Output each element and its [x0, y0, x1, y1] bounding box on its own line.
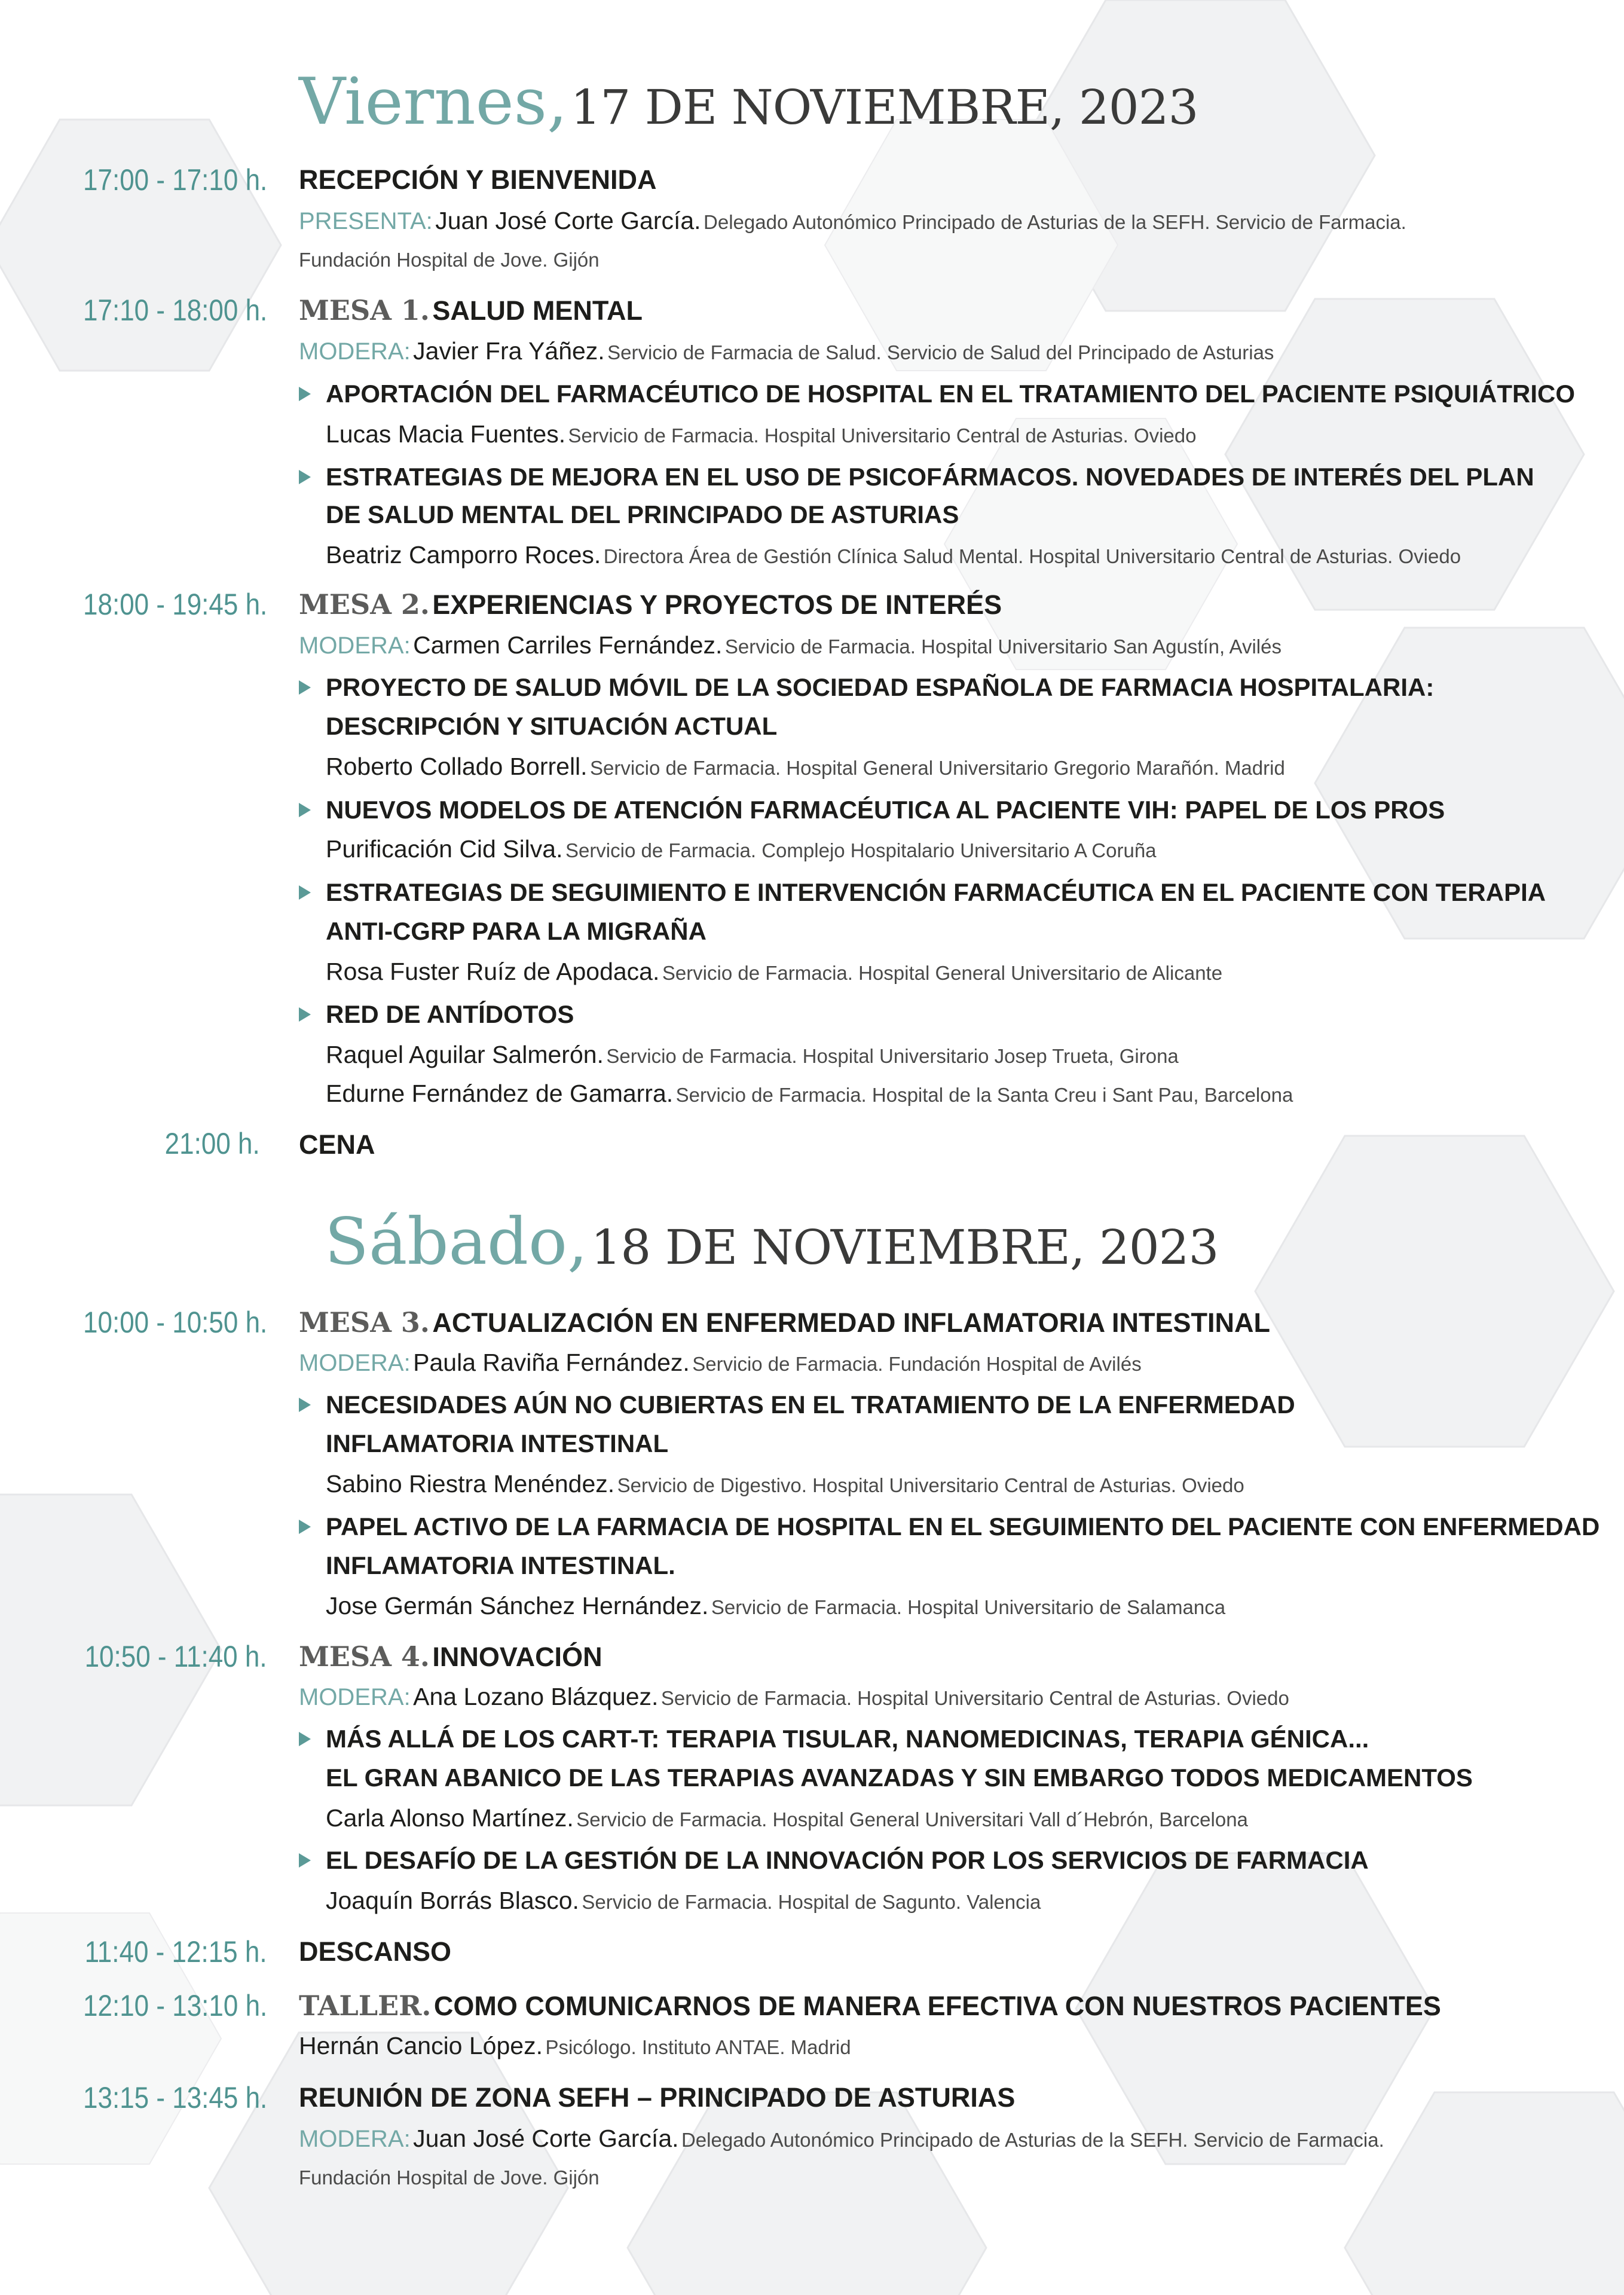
speaker-affiliation: Servicio de Farmacia. Fundación Hospital de Avilés: [692, 1353, 1142, 1375]
mesa-label: MESA 4.: [299, 1640, 430, 1673]
speaker-line: [326, 1075, 1546, 1118]
speaker-affiliation: Servicio de Farmacia. Hospital General Universitario Gregorio Marañón. Madrid: [590, 757, 1285, 779]
session-title: SALUD MENTAL: [432, 295, 643, 326]
talk-title: NUEVOS MODELOS DE ATENCIÓN FARMACÉUTICA AL PACIENTE VIH: PAPEL DE LOS PROS: [326, 796, 1445, 824]
day-date: 17 DE NOVIEMBRE, 2023: [570, 80, 1198, 135]
mesa-label: MESA 2.: [299, 588, 430, 621]
session-time: 10:50 - 11:40 h.: [85, 1640, 267, 1673]
session-title-line: [299, 1638, 1546, 1682]
talk-title: ESTRATEGIAS DE MEJORA EN EL USO DE PSICOFÁRMACOS. NOVEDADES DE INTERÉS DEL PLAN: [326, 463, 1534, 491]
speaker-name: Purificación Cid Silva.: [326, 835, 563, 863]
session-time: 17:00 - 17:10 h.: [82, 163, 267, 197]
talk-title-line: [326, 375, 1575, 418]
triangle-bullet-icon: [299, 885, 311, 900]
session-time: 13:15 - 13:45 h.: [82, 2081, 267, 2114]
taller-label: TALLER.: [299, 1990, 432, 2022]
speaker-name: Javier Fra Yáñez.: [413, 337, 605, 365]
session-title-line: [299, 161, 1546, 205]
speaker-name: Sabino Riestra Menéndez.: [326, 1470, 615, 1498]
talk-title: PROYECTO DE SALUD MÓVIL DE LA SOCIEDAD ESPAÑOLA DE FARMACIA HOSPITALARIA:: [326, 673, 1435, 701]
speaker-affiliation: Servicio de Farmacia. Hospital Universitario San Agustín, Avilés: [724, 635, 1282, 658]
speaker-line: [326, 1036, 1546, 1079]
session-title-line: [299, 1304, 1546, 1348]
talk-title-line: [326, 459, 1546, 502]
speaker-affiliation: Psicólogo. Instituto ANTAE. Madrid: [545, 2036, 851, 2058]
speaker-name: Beatriz Camporro Roces.: [326, 541, 601, 569]
speaker-affiliation: Delegado Autonómico Principado de Asturias de la SEFH. Servicio de Farmacia.: [704, 211, 1406, 233]
triangle-bullet-icon: [299, 387, 311, 401]
triangle-bullet-icon: [299, 1007, 311, 1022]
speaker-line: [326, 830, 1546, 873]
talk-title: DE SALUD MENTAL DEL PRINCIPADO DE ASTURIAS: [326, 500, 959, 528]
affiliation-line: [299, 2159, 1546, 2201]
talk-title: NECESIDADES AÚN NO CUBIERTAS EN EL TRATAMIENTO DE LA ENFERMEDAD: [326, 1391, 1295, 1419]
speaker-affiliation: Servicio de Farmacia. Hospital Universitario de Salamanca: [711, 1596, 1226, 1618]
session-time: 11:40 - 12:15 h.: [85, 1935, 267, 1969]
speaker-affiliation: Servicio de Digestivo. Hospital Universitario Central de Asturias. Oviedo: [617, 1474, 1244, 1496]
speaker-affiliation: Servicio de Farmacia de Salud. Servicio de Salud del Principado de Asturias: [607, 341, 1274, 363]
speaker-affiliation: Servicio de Farmacia. Hospital de Sagunto. Valencia: [582, 1891, 1041, 1913]
day-heading-friday: [299, 65, 1198, 139]
speaker-line: [326, 1882, 1546, 1925]
speaker-affiliation: Servicio de Farmacia. Hospital Universitario Central de Asturias. Oviedo: [568, 424, 1197, 447]
day-date: 18 DE NOVIEMBRE, 2023: [591, 1220, 1219, 1275]
speaker-name: Joaquín Borrás Blasco.: [326, 1887, 579, 1914]
speaker-affiliation: Delegado Autonómico Principado de Asturias de la SEFH. Servicio de Farmacia.: [681, 2129, 1384, 2151]
talk-title-line: [326, 1508, 1600, 1551]
triangle-bullet-icon: [299, 1853, 311, 1868]
talk-title-line: [326, 913, 1546, 956]
speaker-name: Edurne Fernández de Gamarra.: [326, 1080, 674, 1107]
session-title: EXPERIENCIAS Y PROYECTOS DE INTERÉS: [432, 589, 1002, 620]
talk-title-line: [326, 1386, 1546, 1429]
speaker-name: Rosa Fuster Ruíz de Apodaca.: [326, 958, 660, 985]
day-name: Sábado,: [325, 1205, 588, 1279]
day-name: Viernes,: [299, 65, 568, 139]
speaker-name: Roberto Collado Borrell.: [326, 753, 588, 780]
session-title: INNOVACIÓN: [432, 1642, 602, 1672]
session-title: CENA: [299, 1129, 375, 1160]
speaker-line: [326, 953, 1546, 996]
speaker-name: Ana Lozano Blázquez.: [413, 1683, 659, 1710]
speaker-affiliation: Servicio de Farmacia. Hospital General Universitari Vall d´Hebrón, Barcelona: [576, 1808, 1248, 1831]
session-title-line: [299, 2079, 1546, 2123]
speaker-name: Lucas Macia Fuentes.: [326, 420, 566, 448]
moderator-line: [299, 2120, 1546, 2163]
moderator-line: [299, 627, 1546, 670]
mesa-label: MESA 1.: [299, 294, 430, 326]
talk-title-line: [326, 792, 1546, 835]
triangle-bullet-icon: [299, 470, 311, 484]
talk-title: ESTRATEGIAS DE SEGUIMIENTO E INTERVENCIÓN FARMACÉUTICA EN EL PACIENTE CON TERAPIA: [326, 878, 1546, 906]
session-title-line: [299, 1933, 1546, 1977]
session-title: DESCANSO: [299, 1936, 452, 1967]
talk-title-line: [326, 708, 1546, 751]
talk-title: ANTI-CGRP PARA LA MIGRAÑA: [326, 917, 707, 945]
speaker-affiliation: Directora Área de Gestión Clínica Salud Mental. Hospital Universitario Central de Asturias. Oviedo: [603, 545, 1461, 567]
moderator-line: [299, 1678, 1546, 1721]
session-time: 12:10 - 13:10 h.: [82, 1989, 267, 2022]
speaker-line: [326, 536, 1546, 579]
talk-title-line: [326, 1425, 1546, 1468]
triangle-bullet-icon: [299, 1398, 311, 1412]
triangle-bullet-icon: [299, 1732, 311, 1746]
speaker-line: [326, 415, 1546, 459]
talk-title: APORTACIÓN DEL FARMACÉUTICO DE HOSPITAL EN EL TRATAMIENTO DEL PACIENTE PSIQUIÁTRICO: [326, 380, 1575, 408]
session-title: COMO COMUNICARNOS DE MANERA EFECTIVA CON NUESTROS PACIENTES: [433, 1991, 1441, 2021]
modera-label: MODERA:: [299, 2126, 411, 2152]
speaker-name: Carla Alonso Martínez.: [326, 1804, 574, 1832]
modera-label: MODERA:: [299, 338, 411, 365]
speaker-name: Carmen Carriles Fernández.: [413, 631, 723, 659]
speaker-name: Raquel Aguilar Salmerón.: [326, 1041, 604, 1068]
modera-label: MODERA:: [299, 1684, 411, 1710]
talk-title-line: [326, 996, 1546, 1039]
speaker-affiliation: Servicio de Farmacia. Hospital Universitario Josep Trueta, Girona: [606, 1045, 1179, 1067]
session-title-line: [299, 586, 1546, 630]
speaker-affiliation: Servicio de Farmacia. Hospital General Universitario de Alicante: [662, 962, 1223, 984]
speaker-name: Juan José Corte García.: [435, 207, 701, 234]
speaker-name: Jose Germán Sánchez Hernández.: [326, 1592, 709, 1619]
session-title: ACTUALIZACIÓN EN ENFERMEDAD INFLAMATORIA INTESTINAL: [432, 1307, 1270, 1338]
talk-title-line: [326, 1759, 1546, 1802]
moderator-line: [299, 1344, 1546, 1387]
speaker-line: [326, 1465, 1546, 1508]
speaker-affiliation: Servicio de Farmacia. Complejo Hospitalario Universitario A Coruña: [565, 839, 1157, 861]
triangle-bullet-icon: [299, 803, 311, 817]
talk-title: EL GRAN ABANICO DE LAS TERAPIAS AVANZADAS Y SIN EMBARGO TODOS MEDICAMENTOS: [326, 1764, 1473, 1792]
talk-title: INFLAMATORIA INTESTINAL: [326, 1429, 669, 1457]
presenta-label: PRESENTA:: [299, 208, 433, 234]
session-time: 18:00 - 19:45 h.: [82, 588, 267, 621]
speaker-line: [299, 2027, 1546, 2070]
triangle-bullet-icon: [299, 680, 311, 695]
speaker-name: Juan José Corte García.: [413, 2125, 679, 2152]
speaker-affiliation: Servicio de Farmacia. Hospital Universitario Central de Asturias. Oviedo: [660, 1687, 1289, 1709]
speaker-name: Hernán Cancio López.: [299, 2032, 543, 2059]
speaker-affiliation: Fundación Hospital de Jove. Gijón: [299, 249, 600, 271]
talk-title-line: [326, 669, 1546, 712]
talk-title-line: [326, 496, 1546, 539]
modera-label: MODERA:: [299, 632, 411, 659]
mesa-label: MESA 3.: [299, 1306, 430, 1339]
talk-title: RED DE ANTÍDOTOS: [326, 1000, 574, 1028]
session-time: 17:10 - 18:00 h.: [82, 294, 267, 327]
session-title-line: [299, 1987, 1546, 2031]
speaker-line: [326, 748, 1546, 791]
moderator-line: [299, 332, 1546, 375]
talk-title: INFLAMATORIA INTESTINAL.: [326, 1551, 675, 1579]
talk-title-line: [326, 1547, 1546, 1590]
talk-title: DESCRIPCIÓN Y SITUACIÓN ACTUAL: [326, 712, 778, 740]
affiliation-line: [299, 242, 1546, 283]
session-time: 10:00 - 10:50 h.: [82, 1306, 267, 1339]
speaker-affiliation: Servicio de Farmacia. Hospital de la Santa Creu i Sant Pau, Barcelona: [675, 1084, 1293, 1106]
session-title-line: [299, 292, 1546, 336]
talk-title: EL DESAFÍO DE LA GESTIÓN DE LA INNOVACIÓN POR LOS SERVICIOS DE FARMACIA: [326, 1846, 1369, 1874]
talk-title: PAPEL ACTIVO DE LA FARMACIA DE HOSPITAL EN EL SEGUIMIENTO DEL PACIENTE CON ENFERMEDAD: [326, 1512, 1600, 1541]
talk-title-line: [326, 874, 1546, 917]
presenter-line: [299, 202, 1546, 245]
talk-title-line: [326, 1721, 1546, 1764]
day-heading-saturday: [325, 1205, 1218, 1279]
modera-label: MODERA:: [299, 1350, 411, 1376]
speaker-name: Paula Raviña Fernández.: [413, 1349, 690, 1376]
speaker-line: [326, 1587, 1546, 1630]
talk-title-line: [326, 1842, 1546, 1885]
speaker-line: [326, 1799, 1546, 1842]
session-title: REUNIÓN DE ZONA SEFH – PRINCIPADO DE ASTURIAS: [299, 2082, 1016, 2113]
talk-title: MÁS ALLÁ DE LOS CART-T: TERAPIA TISULAR, NANOMEDICINAS, TERAPIA GÉNICA...: [326, 1725, 1369, 1753]
session-title: RECEPCIÓN Y BIENVENIDA: [299, 164, 657, 195]
speaker-affiliation: Fundación Hospital de Jove. Gijón: [299, 2166, 600, 2189]
session-title-line: [299, 1126, 1546, 1170]
session-time: 21:00 h.: [164, 1127, 260, 1160]
triangle-bullet-icon: [299, 1520, 311, 1534]
